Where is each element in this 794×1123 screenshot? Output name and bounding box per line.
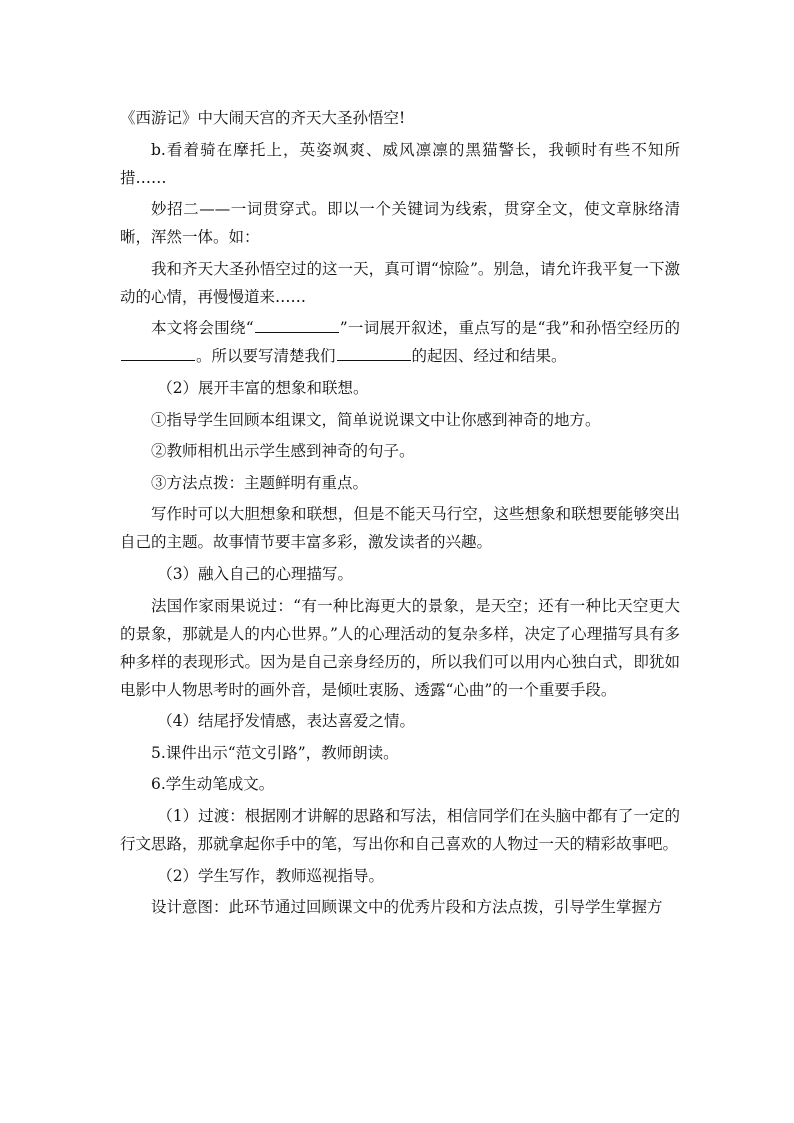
paragraph: 6.学生动笔成文。 <box>151 775 275 794</box>
paragraph: 写作时可以大胆想象和联想，但是不能天马行空，这些想象和联想要能够突出自己的主题。故事情节要丰富多彩，激发读者的兴趣。 <box>120 505 680 552</box>
paragraph: （4）结尾抒发情感，表达喜爱之情。 <box>157 712 416 731</box>
fill-in-text-1: 本文将会围绕“ <box>151 319 254 338</box>
paragraph: 5.课件出示“范文引路”，教师朗读。 <box>151 743 399 762</box>
paragraph: 法国作家雨果说过：“有一种比海更大的景象，是天空；还有一种比天空更大的景象，那就是人的内心世界。”人的心理活动的复杂多样，决定了心理描写具有多种多样的表现形式。因为是自己亲身经历的，所以我们可以用内心独白式，即犹如电影中人物思考时的画外音，是倾吐衷肠、透露“心曲”的一个重要手段。 <box>120 596 680 699</box>
paragraph: ③方法点拨：主题鲜明有重点。 <box>151 473 369 492</box>
fill-in-blank-1[interactable] <box>255 314 339 333</box>
paragraph: 妙招二——一词贯穿式。即以一个关键词为线索，贯穿全文，使文章脉络清晰，浑然一体。如： <box>120 200 680 247</box>
paragraph: （1）过渡：根据刚才讲解的思路和写法，相信同学们在头脑中都有了一定的行文思路，那就拿起你手中的笔，写出你和自己喜欢的人物过一天的精彩故事吧。 <box>120 806 680 853</box>
fill-in-text-4: 的起因、经过和结果。 <box>411 347 567 366</box>
fill-in-text-2: ”一词展开叙述，重点写的是“我”和孙悟空经历的 <box>339 319 680 338</box>
document-body <box>120 104 680 925</box>
paragraph: b.看着骑在摩托上，英姿飒爽、威风凛凛的黑猫警长，我顿时有些不知所措…… <box>120 140 680 187</box>
paragraph: （3）融入自己的心理描写。 <box>157 564 354 583</box>
fill-in-blank-2[interactable] <box>121 342 195 361</box>
paragraph: 《西游记》中大闹天宫的齐天大圣孙悟空! <box>120 109 406 127</box>
paragraph: （2）学生写作，教师巡视指导。 <box>157 866 385 885</box>
paragraph: 设计意图：此环节通过回顾课文中的优秀片段和方法点拨，引导学生掌握方 <box>151 898 663 917</box>
paragraph: 我和齐天大圣孙悟空过的这一天，真可谓“惊险”。别急，请允许我平复一下激动的心情，再慢慢道来…… <box>120 259 680 306</box>
fill-in-blank-3[interactable] <box>337 342 411 361</box>
paragraph: （2）展开丰富的想象和联想。 <box>157 378 369 397</box>
fill-in-paragraph <box>120 314 680 370</box>
fill-in-text-3: 。所以要写清楚我们 <box>196 347 336 366</box>
paragraph: ①指导学生回顾本组课文，简单说说课文中让你感到神奇的地方。 <box>151 410 601 429</box>
paragraph: ②教师相机出示学生感到神奇的句子。 <box>151 442 415 461</box>
